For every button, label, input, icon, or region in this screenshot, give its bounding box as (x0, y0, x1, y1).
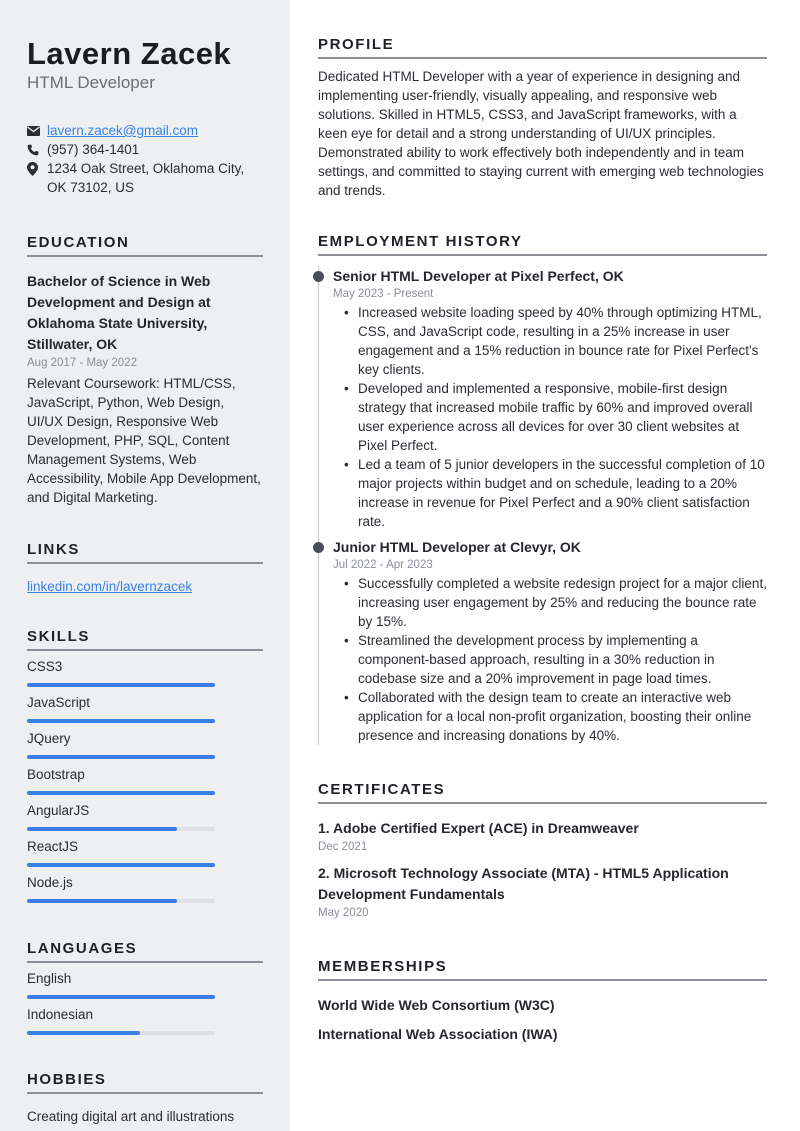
job-dates: Jul 2022 - Apr 2023 (333, 559, 433, 571)
job-bullets (344, 574, 767, 745)
skill-item (27, 867, 263, 903)
education-dates: Aug 2017 - May 2022 (27, 357, 137, 369)
language-item (27, 999, 263, 1035)
certificate-title: 1. Adobe Certified Expert (ACE) in Dreamweaver (318, 820, 639, 836)
language-label: Indonesian (27, 1007, 94, 1022)
email-link[interactable]: lavern.zacek@gmail.com (47, 123, 199, 138)
main-content (290, 0, 800, 1131)
language-bar-fill (27, 1031, 140, 1035)
job-entry (333, 537, 767, 745)
linkedin-link[interactable]: linkedin.com/in/lavernzacek (27, 579, 193, 594)
job-title: Junior HTML Developer at Clevyr, OK (333, 539, 581, 555)
sidebar (0, 0, 290, 1131)
job-dates: May 2023 - Present (333, 288, 434, 300)
hobbies-section (27, 1071, 263, 1126)
skill-label: Bootstrap (27, 767, 85, 782)
employment-timeline (318, 266, 767, 745)
employment-heading: EMPLOYMENT HISTORY (318, 233, 767, 256)
skill-bar-fill (27, 899, 177, 903)
skill-bar-fill (27, 791, 215, 795)
links-section (27, 541, 263, 596)
job-bullet: • Developed and implemented a responsive, mobile-first design strategy that increased mobile traffic by 60% and improved overall user experience across all devices for over 30 client websites at Pixel Perfect. (344, 379, 767, 455)
skill-bar (27, 755, 215, 759)
phone-number: (957) 364-1401 (47, 142, 140, 157)
job-entry (333, 266, 767, 531)
skill-label: AngularJS (27, 803, 90, 818)
candidate-role: HTML Developer (27, 73, 155, 92)
skills-heading: SKILLS (27, 628, 263, 651)
envelope-icon (27, 121, 47, 140)
skill-item (27, 831, 263, 867)
language-bar (27, 1031, 215, 1035)
job-bullet: • Streamlined the development process by implementing a component-based approach, resulting in a 30% reduction in codebase size and a 20% improvement in page load times. (344, 631, 767, 688)
profile-section (318, 36, 767, 200)
certificates-section (318, 781, 767, 922)
skill-bar (27, 719, 215, 723)
memberships-section (318, 958, 767, 1044)
contact-email-row (27, 121, 263, 140)
skill-bar (27, 827, 215, 831)
skill-bar-fill (27, 863, 215, 867)
job-bullet: • Collaborated with the design team to create an interactive web application for a local non-profit organization, boosting their online presence and increasing donations by 40%. (344, 688, 767, 745)
skill-bar-fill (27, 755, 215, 759)
membership-item: World Wide Web Consortium (W3C) (318, 997, 555, 1013)
skill-item (27, 759, 263, 795)
skill-item (27, 687, 263, 723)
timeline-dot-icon (313, 542, 324, 553)
language-bar (27, 995, 215, 999)
skill-bar (27, 863, 215, 867)
skills-list (27, 651, 263, 903)
certificate-item (318, 863, 767, 922)
language-item (27, 963, 263, 999)
skill-bar-fill (27, 827, 177, 831)
skill-label: Node.js (27, 875, 73, 890)
education-section (27, 234, 263, 507)
skill-bar (27, 683, 215, 687)
education-degree: Bachelor of Science in Web Development and Design at Oklahoma State University, Stillwater, OK (27, 273, 211, 352)
skill-bar (27, 899, 215, 903)
certificate-date: May 2020 (318, 907, 369, 919)
job-bullet: • Increased website loading speed by 40% through optimizing HTML, CSS, and JavaScript code, resulting in a 25% increase in user engagement and a 15% reduction in bounce rate for Pixel Perfect's key clients. (344, 303, 767, 379)
skill-item (27, 723, 263, 759)
job-bullet: • Successfully completed a website redesign project for a major client, increasing user engagement by 25% and reducing the bounce rate by 15%. (344, 574, 767, 631)
skill-label: ReactJS (27, 839, 79, 854)
contact-info (27, 121, 263, 197)
contact-phone-row (27, 140, 263, 159)
skills-section (27, 628, 263, 903)
job-bullets (344, 303, 767, 531)
language-bar-fill (27, 995, 215, 999)
location-pin-icon (27, 159, 47, 178)
skill-bar-fill (27, 683, 215, 687)
employment-section (318, 233, 767, 745)
job-bullet: • Led a team of 5 junior developers in the successful completion of 10 major projects within budget and on schedule, leading to a 20% increase in revenue for Pixel Perfect and a 90% client satisfaction rate. (344, 455, 767, 531)
skill-item (27, 795, 263, 831)
phone-icon (27, 140, 47, 159)
languages-heading: LANGUAGES (27, 940, 263, 963)
certificate-item (318, 818, 767, 856)
certificates-heading: CERTIFICATES (318, 781, 767, 804)
links-heading: LINKS (27, 541, 263, 564)
education-heading: EDUCATION (27, 234, 263, 257)
hobbies-heading: HOBBIES (27, 1071, 263, 1094)
job-title: Senior HTML Developer at Pixel Perfect, OK (333, 268, 624, 284)
hobby-item: Creating digital art and illustrations (27, 1109, 235, 1124)
certificate-title: 2. Microsoft Technology Associate (MTA) - HTML5 Application Development Fundamentals (318, 865, 729, 902)
certificate-date: Dec 2021 (318, 841, 368, 853)
skill-label: JavaScript (27, 695, 91, 710)
education-coursework: Relevant Coursework: HTML/CSS, JavaScript, Python, Web Design, UI/UX Design, Responsive Web Development, PHP, SQL, Content Management Systems, Web Accessibility, Mobile App Development, and Digital Marketing. (27, 376, 261, 505)
language-label: English (27, 971, 72, 986)
skill-label: CSS3 (27, 659, 63, 674)
memberships-heading: MEMBERSHIPS (318, 958, 767, 981)
membership-item: International Web Association (IWA) (318, 1026, 558, 1042)
skill-bar (27, 791, 215, 795)
address: 1234 Oak Street, Oklahoma City, OK 73102, US (47, 161, 245, 195)
profile-heading: PROFILE (318, 36, 767, 59)
skill-item (27, 651, 263, 687)
timeline-dot-icon (313, 271, 324, 282)
contact-address-row (27, 159, 263, 197)
skill-bar-fill (27, 719, 215, 723)
candidate-name: Lavern Zacek (27, 36, 232, 71)
languages-section (27, 940, 263, 1035)
profile-text: Dedicated HTML Developer with a year of experience in designing and implementing user-friendly, visually appealing, and responsive web solutions. Skilled in HTML5, CSS3, and JavaScript frameworks, with a keen eye for detail and a strong understanding of UI/UX principles. Demonstrated ability to work effectively both independently and in team settings, and committed to staying current with emerging web technologies and trends. (318, 69, 764, 198)
skill-label: JQuery (27, 731, 71, 746)
